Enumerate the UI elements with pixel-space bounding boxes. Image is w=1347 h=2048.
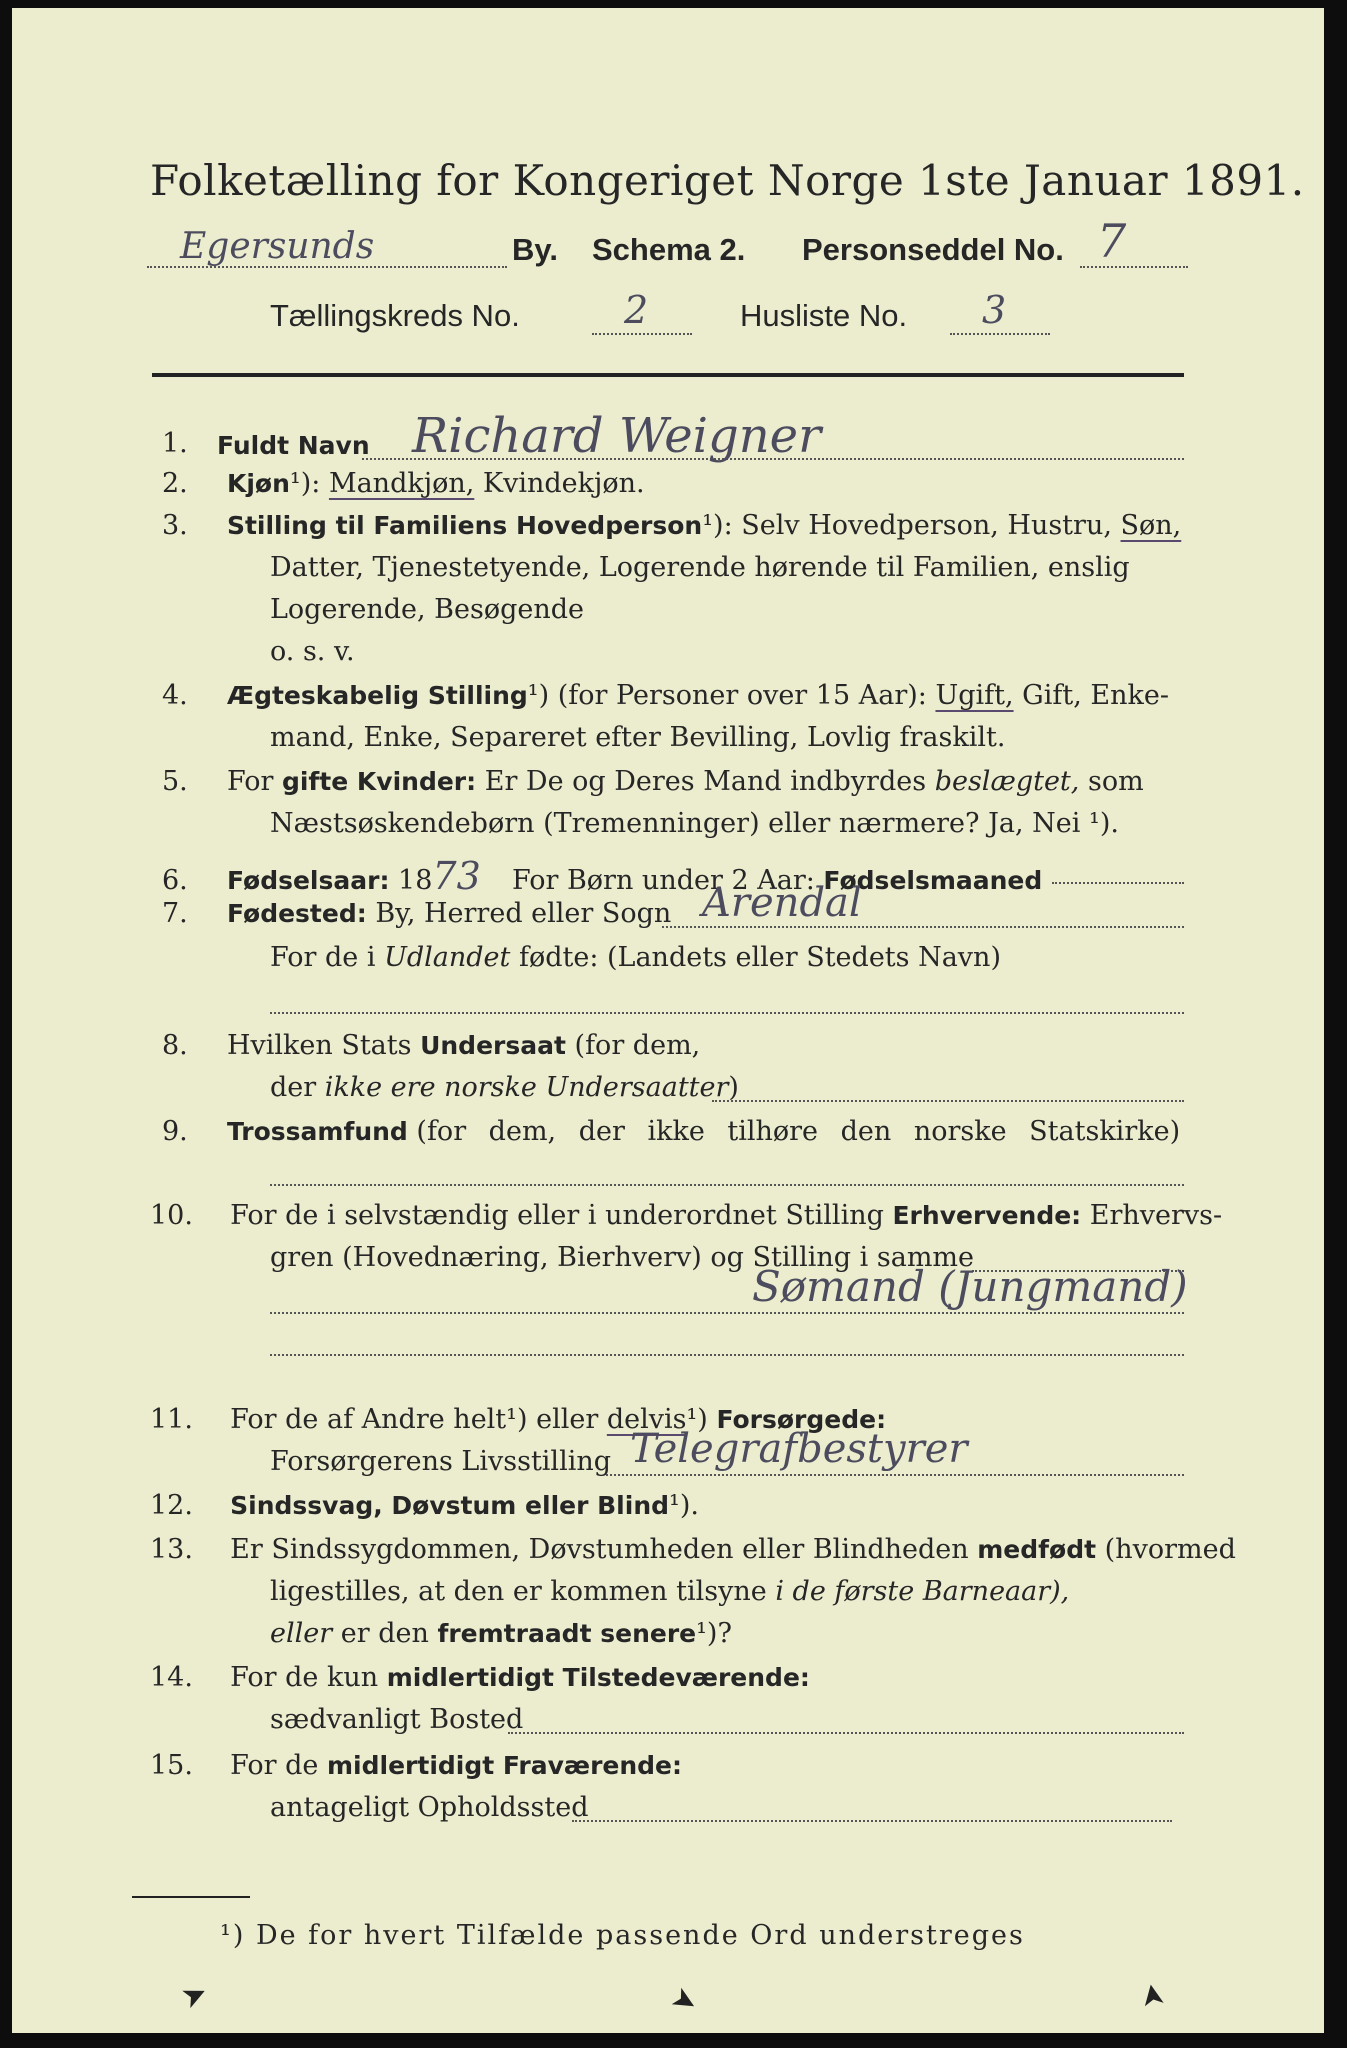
header-rule — [152, 373, 1184, 377]
item-12-sup: ¹). — [669, 1490, 699, 1521]
item-10-row — [150, 1200, 1222, 1231]
item-3-number: 3. — [162, 510, 188, 541]
item-6-number: 6. — [162, 865, 188, 896]
item-10-label: Erhvervende: — [892, 1201, 1082, 1230]
kreds-number: 2 — [624, 288, 649, 332]
item-13-line-3-bold: fremtraadt senere — [437, 1619, 697, 1648]
item-15-dotted-line — [572, 1820, 1172, 1822]
personseddel-label: Personseddel No. — [802, 232, 1064, 267]
item-3-line-4: o. s. v. — [270, 636, 355, 667]
item-2-sup: ¹): — [289, 468, 321, 499]
item-5-text: Er De og Deres Mand indbyrdes — [484, 766, 927, 797]
item-8-label: Undersaat — [420, 1031, 566, 1060]
item-5-italic: beslægtet, — [934, 766, 1080, 797]
item-11-number: 11. — [150, 1404, 193, 1435]
item-11-underlined: delvis — [606, 1404, 687, 1435]
item-6-text: For Børn under 2 Aar: — [511, 865, 815, 896]
item-14-dotted-line — [508, 1732, 1184, 1734]
item-2-number: 2. — [162, 468, 188, 499]
item-12-number: 12. — [150, 1490, 193, 1521]
item-13-row — [150, 1534, 1236, 1565]
item-2-option-selected: Mandkjøn, — [328, 468, 475, 499]
item-14-line-2: sædvanligt Bosted — [270, 1704, 524, 1735]
form-title: Folketælling for Kongeriget Norge 1ste Januar 1891. — [150, 156, 1305, 205]
item-14-row — [150, 1662, 810, 1693]
item-5-label: gifte Kvinder: — [281, 767, 477, 796]
item-15-label: midlertidigt Fraværende: — [327, 1751, 683, 1780]
item-1-handwritten-name: Richard Weigner — [412, 408, 822, 464]
item-13-line-3-post: ¹)? — [696, 1618, 732, 1649]
item-5-text-2: som — [1087, 766, 1144, 797]
item-7-dotted-line-2 — [270, 1012, 1184, 1014]
item-13-line-3 — [270, 1618, 732, 1649]
item-7-line-2-post: fødte: (Landets eller Stedets Navn) — [518, 942, 1001, 973]
item-14-number: 14. — [150, 1662, 193, 1693]
item-1-number: 1. — [162, 428, 188, 459]
item-8-line-2-post: ) — [728, 1072, 739, 1103]
census-form — [12, 8, 1324, 2033]
item-8-row — [162, 1030, 700, 1061]
item-10-pre: For de i selvstændig eller i underordnet Stilling — [230, 1200, 884, 1231]
item-7-line-2 — [270, 942, 1001, 973]
item-10-post: Erhvervs- — [1089, 1200, 1223, 1231]
item-9-text: (for dem, der ikke tilhøre den norske Statskirke) — [416, 1116, 1181, 1147]
item-7-line-2-italic: Udlandet — [384, 942, 511, 973]
item-11-handwritten-provider: Telegrafbestyrer — [630, 1426, 968, 1472]
item-13-line-2-pre: ligestilles, at den er kommen tilsyne — [270, 1576, 767, 1607]
item-3-label: Stilling til Familiens Hovedperson — [226, 511, 703, 540]
item-13-pre: Er Sindssygdommen, Døvstumheden eller Blindheden — [230, 1534, 969, 1565]
item-4-number: 4. — [162, 680, 188, 711]
item-10-number: 10. — [150, 1200, 193, 1231]
item-15-line-2: antageligt Opholdssted — [270, 1792, 589, 1823]
item-8-number: 8. — [162, 1030, 188, 1061]
item-8-line-2 — [270, 1072, 739, 1103]
schema-label: Schema 2. — [592, 232, 746, 267]
item-15-row — [150, 1750, 682, 1781]
item-7-text: By, Herred eller Sogn — [375, 898, 672, 929]
item-8-line-2-pre: der — [270, 1072, 317, 1103]
item-10-handwritten-occupation: Sømand (Jungmand) — [752, 1262, 1188, 1311]
item-6-row — [162, 854, 1042, 898]
item-10-dotted-line-2 — [270, 1312, 1184, 1314]
footnote: ¹) De for hvert Tilfælde passende Ord understreges — [220, 1920, 1025, 1951]
item-3-row — [162, 510, 1181, 541]
item-8-post: (for dem, — [574, 1030, 701, 1061]
item-5-number: 5. — [162, 766, 188, 797]
item-13-label: medfødt — [977, 1535, 1097, 1564]
item-13-line-3-italic: eller — [270, 1618, 333, 1649]
item-4-line-2: mand, Enke, Separeret efter Bevilling, Lovlig fraskilt. — [270, 722, 1006, 753]
item-4-options: Gift, Enke- — [1022, 680, 1169, 711]
item-8-pre: Hvilken Stats — [226, 1030, 412, 1061]
item-7-label: Fødested: — [226, 899, 367, 928]
item-3-line-2: Datter, Tjenestetyende, Logerende hørende til Familien, enslig — [270, 552, 1130, 583]
item-11-line-2: Forsørgerens Livsstilling — [270, 1446, 612, 1477]
item-13-post: (hvormed — [1104, 1534, 1236, 1565]
by-label: By. — [512, 232, 558, 267]
item-13-line-3-mid: er den — [340, 1618, 429, 1649]
husliste-label: Husliste No. — [740, 298, 908, 333]
item-7-row — [162, 898, 671, 929]
item-9-number: 9. — [162, 1116, 188, 1147]
item-7-number: 7. — [162, 898, 188, 929]
item-9-dotted-line — [270, 1184, 1184, 1186]
item-3-options: Selv Hovedperson, Hustru, — [741, 510, 1112, 541]
item-4-sup: ¹) — [527, 680, 550, 711]
item-5-line-2: Næstsøskendebørn (Tremenninger) eller nærmere? Ja, Nei ¹). — [270, 808, 1119, 839]
item-14-label: midlertidigt Tilstedeværende: — [386, 1663, 810, 1692]
printer-mark-right-icon: ➤ — [1133, 1980, 1172, 2011]
item-13-line-2-italic: i de første Barneaar), — [775, 1576, 1070, 1607]
kreds-dotted-line — [592, 333, 692, 335]
item-11-dotted-line — [606, 1474, 1184, 1476]
item-7-line-2-pre: For de i — [270, 942, 376, 973]
item-6-handwritten-year: 73 — [432, 854, 481, 898]
item-12-row — [150, 1490, 699, 1521]
kreds-label: Tællingskreds No. — [270, 298, 520, 333]
item-6-label: Fødselsaar: — [226, 866, 390, 895]
personseddel-number: 7 — [1097, 214, 1127, 268]
item-9-label: Trossamfund — [226, 1117, 408, 1146]
item-3-line-3: Logerende, Besøgende — [270, 594, 584, 625]
item-4-text: (for Personer over 15 Aar): — [557, 680, 927, 711]
item-3-sup: ¹): — [702, 510, 733, 541]
item-11-label: Forsørgede: — [716, 1405, 887, 1434]
item-2-row — [162, 468, 645, 499]
item-9-row — [162, 1116, 1180, 1147]
item-10-dotted-line-3 — [270, 1354, 1184, 1356]
item-15-pre: For de — [230, 1750, 319, 1781]
item-4-row — [162, 680, 1169, 711]
item-14-pre: For de kun — [230, 1662, 379, 1693]
item-2-label: Kjøn — [226, 469, 290, 498]
item-8-dotted-line — [712, 1100, 1184, 1102]
item-8-line-2-italic: ikke ere norske Undersaatter — [324, 1072, 729, 1103]
item-13-line-2 — [270, 1576, 1069, 1607]
footnote-rule — [132, 1896, 250, 1898]
husliste-number: 3 — [982, 288, 1007, 332]
item-11-pre: For de af Andre helt¹) eller — [230, 1404, 599, 1435]
item-2-option: Kvindekjøn. — [482, 468, 645, 499]
husliste-dotted-line — [950, 333, 1050, 335]
item-4-option-selected: Ugift, — [935, 680, 1014, 711]
item-7-dotted-line — [662, 926, 1184, 928]
printer-mark-left-icon: ➤ — [175, 1974, 214, 2017]
item-1-label: Fuldt Navn — [217, 431, 370, 460]
printer-mark-center-icon: ➤ — [664, 1979, 705, 2022]
item-6-century: 18 — [398, 865, 433, 896]
item-3-option-selected: Søn, — [1120, 510, 1182, 541]
item-5-pre: For — [226, 766, 274, 797]
item-11-sup: ¹) — [686, 1404, 708, 1435]
item-4-label: Ægteskabelig Stilling — [226, 681, 528, 710]
item-12-label: Sindssvag, Døvstum eller Blind — [230, 1491, 670, 1520]
item-15-number: 15. — [150, 1750, 193, 1781]
item-6-dotted-line — [1052, 882, 1184, 884]
item-7-handwritten-place: Arendal — [702, 880, 862, 926]
place-handwritten: Egersunds — [180, 226, 375, 267]
item-6-label-2: Fødselsmaaned — [823, 866, 1043, 895]
item-13-number: 13. — [150, 1534, 193, 1565]
item-10-line-2: gren (Hovednæring, Bierhverv) og Stilling i samme — [270, 1242, 975, 1273]
item-5-row — [162, 766, 1144, 797]
